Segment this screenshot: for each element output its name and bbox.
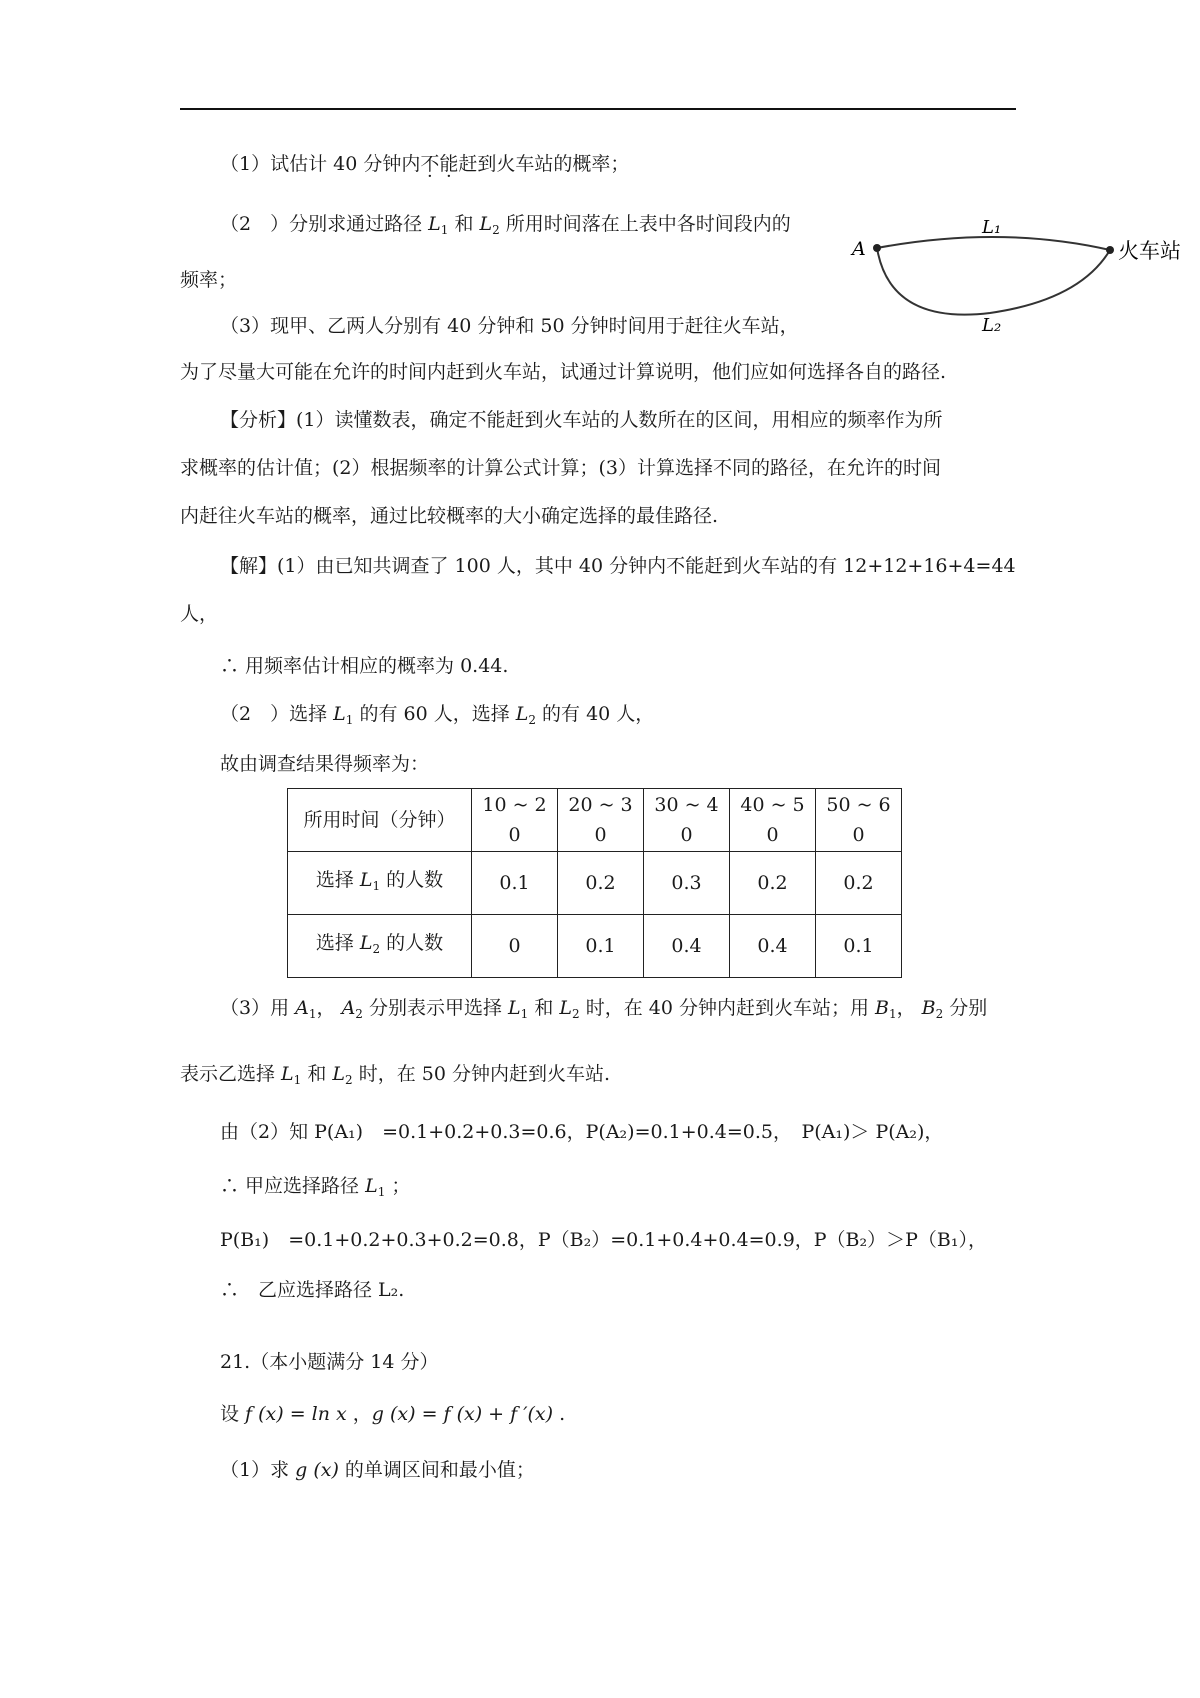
table-cell: 0.1 xyxy=(816,915,902,978)
question-2: （2 ）分别求通过路径 $L_1$ 和 $L_2$ 所用时间落在上表中各时间段内的 xyxy=(220,213,791,237)
analysis-2: 求概率的估计值；(2）根据频率的计算公式计算；(3）计算选择不同的路径，在允许的时间 xyxy=(180,457,942,479)
table-cell: 0.4 xyxy=(644,915,730,978)
table-row xyxy=(288,852,902,915)
calc-2: ∴ 甲应选择路径 $L_1$ ； xyxy=(220,1175,411,1199)
table-cell: 0 xyxy=(472,915,558,978)
point-a xyxy=(873,244,881,252)
question-3: （3）现甲、乙两人分别有 40 分钟和 50 分钟时间用于赶往火车站， xyxy=(220,315,799,337)
table-cell: 0.3 xyxy=(644,852,730,915)
question-3-cont: 为了尽量大可能在允许的时间内赶到火车站，试通过计算说明，他们应如何选择各自的路径. xyxy=(180,361,947,383)
point-station xyxy=(1106,246,1114,254)
label-a: A xyxy=(852,238,866,260)
table-row xyxy=(288,915,902,978)
table-header: 50 ~ 6 0 xyxy=(816,789,902,852)
row-label: 选择 $L_1$ 的人数 xyxy=(288,852,472,915)
question-21-def: 设 f (x) = ln x ，g (x) = f (x) + f ′(x) . xyxy=(220,1403,566,1425)
table-cell: 0.4 xyxy=(730,915,816,978)
route-diagram xyxy=(850,205,1190,335)
solution-1: 【解】(1）由已知共调查了 100 人，其中 40 分钟内不能赶到火车站的有 12+12+16+4=44 xyxy=(220,555,1016,577)
analysis-3: 内赶往火车站的概率，通过比较概率的大小确定选择的最佳路径. xyxy=(180,505,719,527)
solution-1-result: ∴ 用频率估计相应的概率为 0.44. xyxy=(220,655,509,677)
table-cell: 0.2 xyxy=(558,852,644,915)
solution-3-cont: 表示乙选择 $L_1$ 和 $L_2$ 时，在 50 分钟内赶到火车站. xyxy=(180,1063,611,1087)
table-header: 30 ~ 4 0 xyxy=(644,789,730,852)
solution-2: （2 ）选择 $L_1$ 的有 60 人，选择 $L_2$ 的有 40 人， xyxy=(220,703,655,727)
label-l2: L₂ xyxy=(982,315,1002,335)
table-header: 40 ~ 5 0 xyxy=(730,789,816,852)
solution-1-cont: 人， xyxy=(180,603,219,625)
calc-4: ∴ 乙应选择路径 L₂. xyxy=(220,1279,405,1301)
question-1: （1）试估计 40 分钟内不能赶到火车站的概率； xyxy=(220,153,630,175)
calc-3: P(B₁) =0.1+0.2+0.3+0.2=0.8，P（B₂）=0.1+0.4+0.4=0.9，P（B₂）＞P（B₁）， xyxy=(220,1229,988,1251)
question-2-cont: 频率； xyxy=(180,269,238,291)
solution-2-intro: 故由调查结果得频率为： xyxy=(220,753,430,775)
solution-3: （3）用 $A_1$， $A_2$ 分别表示甲选择 $L_1$ 和 $L_2$ 时，在 40 分钟内赶到火车站；用 $B_1$， $B_2$ 分别 xyxy=(220,997,988,1021)
table-cell: 0.2 xyxy=(816,852,902,915)
table-cell: 0.1 xyxy=(558,915,644,978)
calc-1: 由（2）知 P(A₁) =0.1+0.2+0.3=0.6，P(A₂)=0.1+0.4=0.5， P(A₁)＞ P(A₂)， xyxy=(220,1121,944,1143)
path-l1 xyxy=(877,237,1110,250)
table-header: 20 ~ 3 0 xyxy=(558,789,644,852)
table-cell: 0.1 xyxy=(472,852,558,915)
frequency-table xyxy=(287,788,902,978)
table-header: 所用时间（分钟） xyxy=(288,789,472,852)
row-label: 选择 $L_2$ 的人数 xyxy=(288,915,472,978)
table-header: 10 ~ 2 0 xyxy=(472,789,558,852)
label-l1: L₁ xyxy=(982,217,1002,238)
question-21: 21.（本小题满分 14 分） xyxy=(220,1351,439,1373)
table-cell: 0.2 xyxy=(730,852,816,915)
question-21-part1: （1）求 g (x) 的单调区间和最小值； xyxy=(220,1459,535,1481)
analysis-1: 【分析】(1）读懂数表，确定不能赶到火车站的人数所在的区间，用相应的频率作为所 xyxy=(220,409,943,431)
label-station: 火车站 xyxy=(1118,239,1181,263)
path-l2 xyxy=(877,248,1110,315)
header-rule xyxy=(180,108,1016,110)
